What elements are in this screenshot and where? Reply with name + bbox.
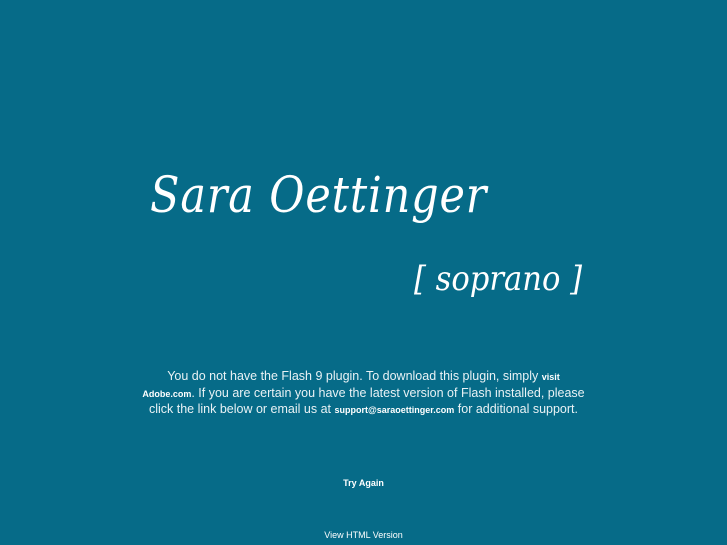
logo-subtitle: [ soprano ] [414,259,583,299]
logo-name: Sara Oettinger [150,166,488,224]
support-email-link[interactable]: support@saraoettinger.com [334,405,455,415]
message-text-1: You do not have the Flash 9 plugin. To download this plugin, simply [167,369,542,383]
message-text-3: for additional support. [454,402,578,416]
flash-missing-message [140,369,587,419]
view-html-version-link[interactable]: View HTML Version [324,530,403,540]
visit-adobe-link[interactable]: visit Adobe.com [142,372,560,399]
try-again-link[interactable]: Try Again [343,478,384,488]
message-text-2: . If you are certain you have the latest version of Flash installed, please click the link below or email us at [148,385,585,416]
